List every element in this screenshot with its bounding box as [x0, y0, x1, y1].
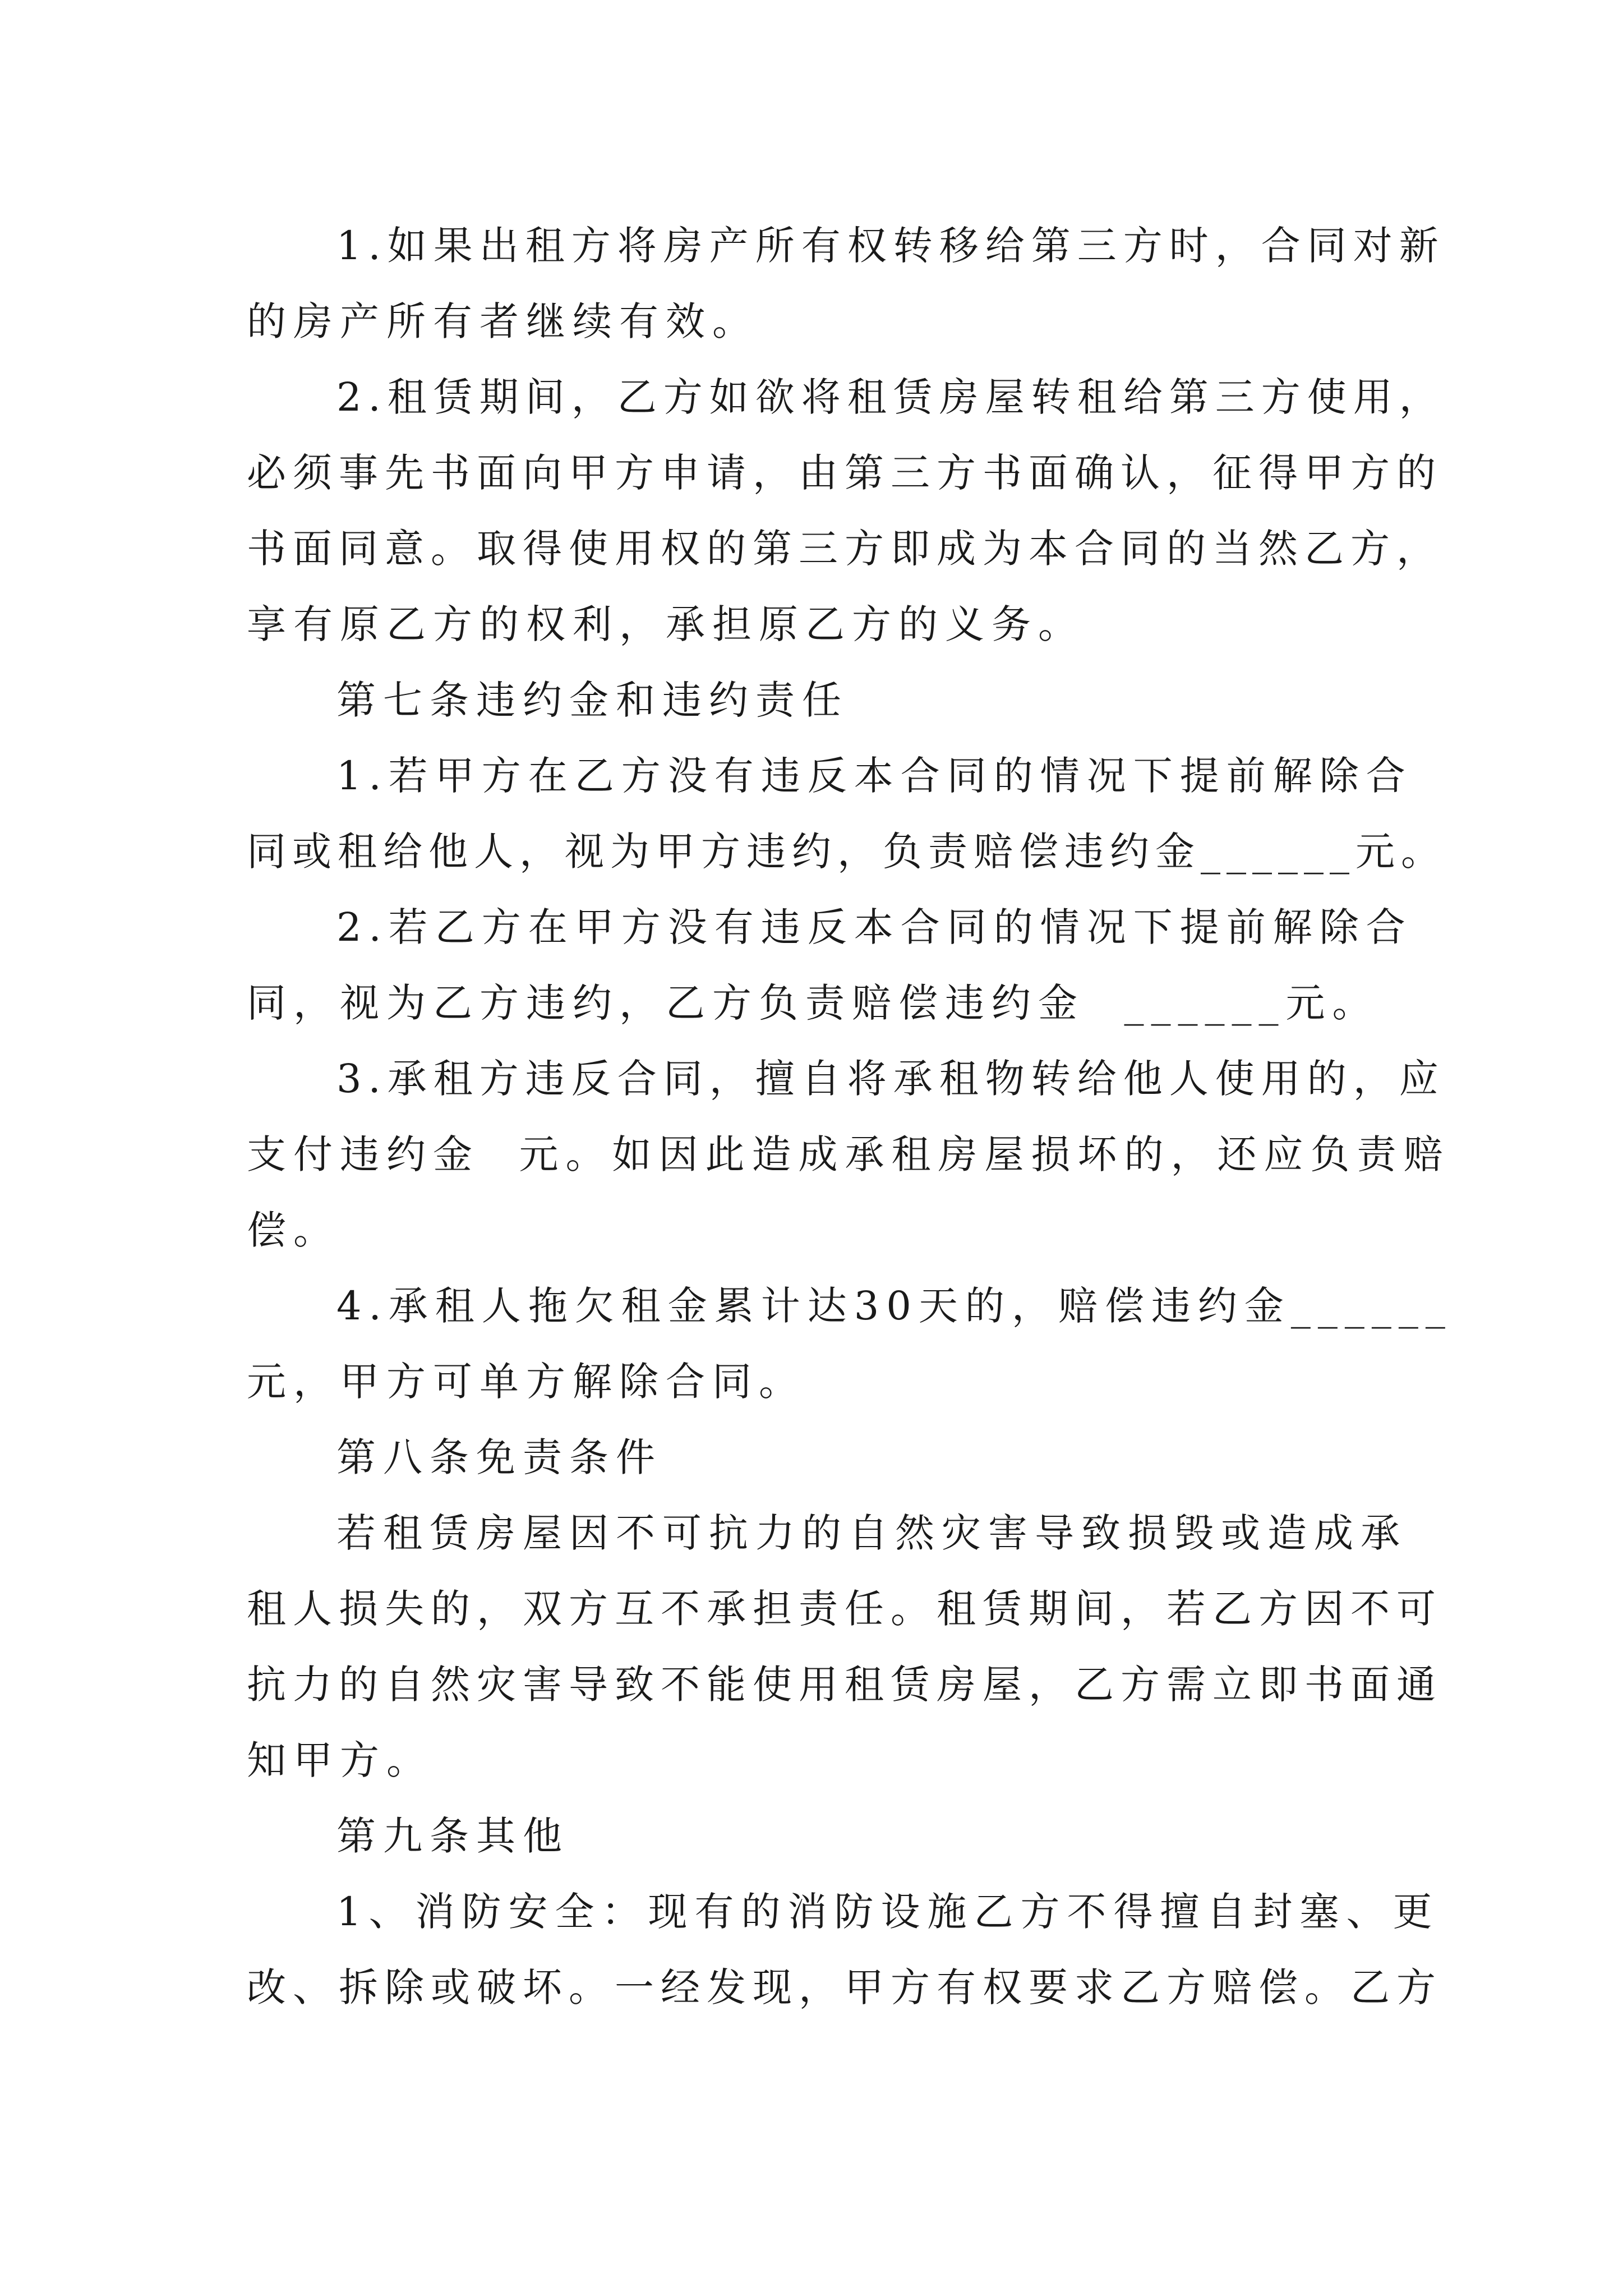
text-line: 知甲方。 — [247, 1737, 433, 1783]
text-line: 1.若甲方在乙方没有违反本合同的情况下提前解除合 — [336, 753, 1413, 799]
section-heading: 第七条违约金和违约责任 — [336, 677, 849, 723]
section-heading: 第九条其他 — [336, 1813, 569, 1859]
text-line: 1.如果出租方将房产所有权转移给第三方时，合同对新 — [336, 223, 1445, 269]
text-line: 书面同意。取得使用权的第三方即成为本合同的当然乙方， — [247, 526, 1442, 572]
text-line: 改、拆除或破坏。一经发现，甲方有权要求乙方赔偿。乙方 — [247, 1964, 1442, 2010]
text-line: 若租赁房屋因不可抗力的自然灾害导致损毁或造成承 — [336, 1510, 1407, 1556]
text-line: 支付违约金 元。如因此造成承租房屋损坏的，还应负责赔 — [247, 1131, 1450, 1177]
text-line: 4.承租人拖欠租金累计达30天的，赔偿违约金______ — [336, 1283, 1453, 1329]
text-line: 1、消防安全：现有的消防设施乙方不得擅自封塞、更 — [336, 1889, 1440, 1935]
text-line: 的房产所有者继续有效。 — [247, 298, 759, 344]
section-heading: 第八条免责条件 — [336, 1434, 662, 1480]
text-line: 2.若乙方在甲方没有违反本合同的情况下提前解除合 — [336, 904, 1413, 950]
text-line: 元，甲方可单方解除合同。 — [247, 1359, 805, 1405]
text-line: 享有原乙方的权利，承担原乙方的义务。 — [247, 601, 1085, 647]
text-line: 必须事先书面向甲方申请，由第三方书面确认，征得甲方的 — [247, 450, 1442, 496]
text-line: 租人损失的，双方互不承担责任。租赁期间，若乙方因不可 — [247, 1586, 1442, 1632]
text-line: 偿。 — [247, 1207, 340, 1253]
text-line: 同或租给他人，视为甲方违约，负责赔偿违约金______元。 — [247, 829, 1446, 875]
text-line: 2.租赁期间，乙方如欲将租赁房屋转租给第三方使用， — [336, 374, 1445, 420]
text-line: 抗力的自然灾害导致不能使用租赁房屋，乙方需立即书面通 — [247, 1662, 1442, 1708]
text-line: 同，视为乙方违约，乙方负责赔偿违约金 ______元。 — [247, 980, 1379, 1026]
text-line: 3.承租方违反合同，擅自将承租物转给他人使用的，应 — [336, 1056, 1445, 1102]
